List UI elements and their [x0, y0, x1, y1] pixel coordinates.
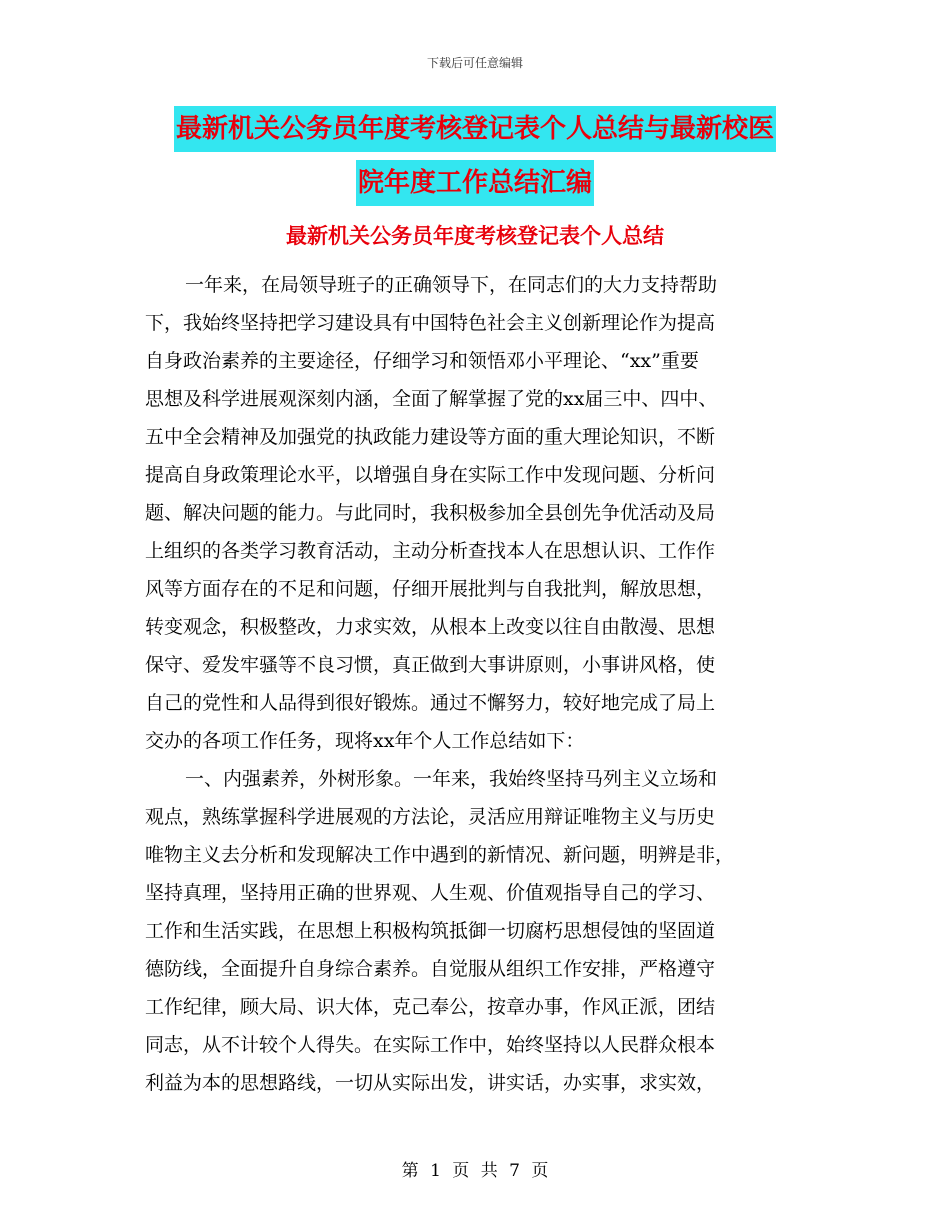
paragraph-line: 下，我始终坚持把学习建设具有中国特色社会主义创新理论作为提高 [145, 312, 716, 334]
paragraph-line: 德防线，全面提升自身综合素养。自觉服从组织工作安排，严格遵守 [145, 958, 716, 980]
paragraph-line: 观点，熟练掌握科学进展观的方法论，灵活应用辩证唯物主义与历史 [145, 806, 716, 828]
paragraph-line: 转变观念，积极整改，力求实效，从根本上改变以往自由散漫、思想 [145, 616, 716, 638]
paragraph-line: 工作和生活实践，在思想上积极构筑抵御一切腐朽思想侵蚀的坚固道 [145, 920, 716, 942]
paragraph-line: 题、解决问题的能力。与此同时，我积极参加全县创先争优活动及局 [145, 502, 716, 524]
paragraph-line: 提高自身政策理论水平，以增强自身在实际工作中发现问题、分析问 [145, 464, 716, 486]
paragraph-line: 五中全会精神及加强党的执政能力建设等方面的重大理论知识，不断 [145, 426, 716, 448]
paragraph-line: 自己的党性和人品得到很好锻炼。通过不懈努力，较好地完成了局上 [145, 692, 716, 714]
paragraph-line: 交办的各项工作任务，现将xx年个人工作总结如下： [145, 730, 585, 752]
paragraph-line: 同志，从不计较个人得失。在实际工作中，始终坚持以人民群众根本 [145, 1034, 716, 1056]
paragraph-line: 上组织的各类学习教育活动，主动分析查找本人在思想认识、工作作 [145, 540, 716, 562]
paragraph-line: 工作纪律，顾大局、识大体，克己奉公，按章办事，作风正派，团结 [145, 996, 716, 1018]
paragraph-line: 思想及科学进展观深刻内涵，全面了解掌握了党的xx届三中、四中、 [145, 388, 718, 410]
title-line-1: 最新机关公务员年度考核登记表个人总结与最新校医 [174, 106, 776, 152]
page-number: 第 1 页 共 7 页 [401, 1161, 549, 1181]
paragraph-line: 一、内强素养，外树形象。一年来，我始终坚持马列主义立场和 [185, 768, 718, 790]
section-title: 最新机关公务员年度考核登记表个人总结 [286, 224, 664, 248]
paragraph-line: 自身政治素养的主要途径，仔细学习和领悟邓小平理论、“xx”重要 [145, 350, 699, 372]
paragraph-line: 唯物主义去分析和发现解决工作中遇到的新情况、新问题，明辨是非， [145, 844, 735, 866]
paragraph-line: 坚持真理，坚持用正确的世界观、人生观、价值观指导自己的学习、 [145, 882, 716, 904]
document-title [150, 106, 800, 206]
header-note: 下载后可任意编辑 [426, 56, 523, 70]
paragraph-line: 利益为本的思想路线，一切从实际出发，讲实话，办实事，求实效， [145, 1072, 716, 1094]
paragraph-line: 风等方面存在的不足和问题，仔细开展批判与自我批判，解放思想， [145, 578, 716, 600]
paragraph-line: 一年来，在局领导班子的正确领导下，在同志们的大力支持帮助 [185, 274, 718, 296]
title-line-2: 院年度工作总结汇编 [356, 160, 594, 206]
body-text [145, 266, 800, 1102]
paragraph-line: 保守、爱发牢骚等不良习惯，真正做到大事讲原则，小事讲风格，使 [145, 654, 716, 676]
